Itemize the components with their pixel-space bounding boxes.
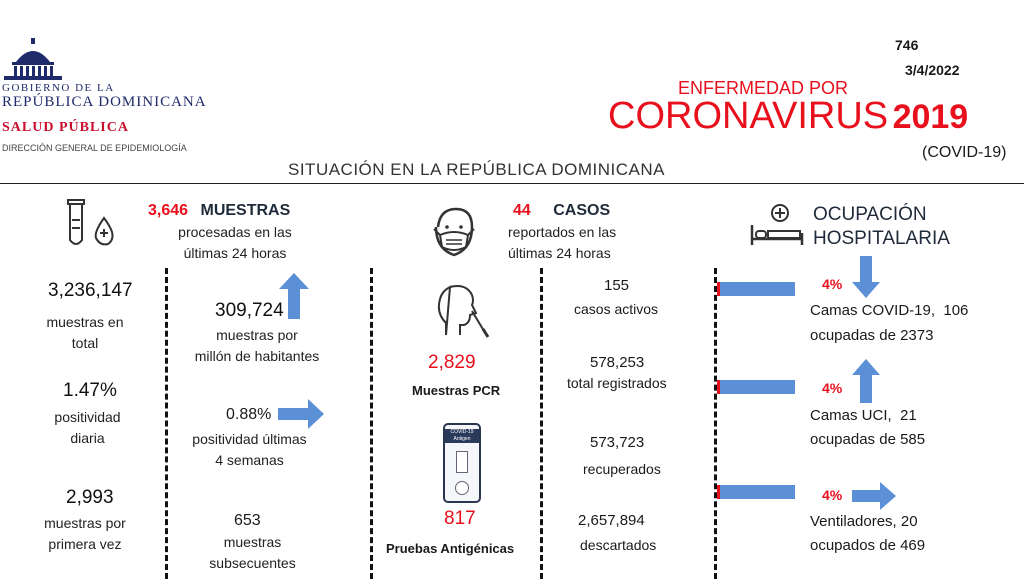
recovered-value: 573,723 — [590, 434, 645, 451]
casos-daily-value: 44 — [513, 202, 531, 219]
pcr-value: 2,829 — [428, 352, 476, 373]
hospital-title-1: OCUPACIÓN — [813, 204, 927, 225]
ventilators-right-arrow-icon — [852, 482, 896, 510]
antigen-kit-text-2: Antigen — [453, 436, 471, 442]
antigen-kit-label — [445, 429, 479, 443]
positivity-4w-label-2: 4 semanas — [215, 452, 284, 468]
gov-line-2: REPÚBLICA DOMINICANA — [2, 94, 207, 110]
covid-beds-percent: 4% — [822, 276, 843, 292]
government-logo — [0, 38, 255, 158]
positivity-daily-label — [30, 407, 145, 449]
antigen-value: 817 — [444, 508, 476, 529]
uci-beds-up-arrow-icon — [852, 359, 880, 403]
muestras-total-label-2: total — [71, 335, 99, 351]
hospital-title-2: HOSPITALARIA — [813, 228, 950, 249]
uci-beds-bar — [717, 380, 795, 394]
antigen-test-kit-icon — [443, 423, 481, 503]
first-time-label-1: muestras por — [44, 515, 126, 531]
discarded-value: 2,657,894 — [578, 512, 645, 529]
total-registered-label: total registrados — [567, 375, 667, 391]
covid-beds-line-2: ocupadas de 2373 — [810, 327, 934, 344]
casos-daily-desc-1: reportados en las — [508, 224, 617, 240]
title-main — [608, 95, 968, 138]
ventilators-bar — [717, 485, 795, 499]
covid-beds-bar — [717, 282, 795, 296]
ministry-name: SALUD PÚBLICA — [2, 120, 129, 135]
covid-beds-line-1: Camas COVID-19, 106 — [810, 302, 969, 319]
muestras-header — [148, 202, 290, 220]
uci-beds-percent: 4% — [822, 380, 843, 396]
casos-daily-title: CASOS — [553, 202, 611, 219]
divider-2 — [370, 268, 373, 579]
per-million-label-2: millón de habitantes — [194, 348, 320, 364]
positivity-4w-label — [177, 429, 322, 471]
title-small: ENFERMEDAD POR — [678, 78, 849, 98]
title-year: 2019 — [892, 98, 969, 136]
ventilators-line-1: Ventiladores, 20 — [810, 513, 918, 530]
hospital-title — [813, 203, 950, 251]
antigen-kit-window — [456, 451, 468, 473]
department-name: DIRECCIÓN GENERAL DE EPIDEMIOLOGÍA — [2, 143, 187, 153]
ventilators-line-2: ocupados de 469 — [810, 537, 926, 554]
subsequent-label — [190, 532, 315, 574]
muestras-daily-desc-2: últimas 24 horas — [183, 245, 287, 261]
divider-1 — [165, 268, 168, 579]
total-registered-value: 578,253 — [590, 354, 645, 371]
header-divider — [0, 183, 1024, 184]
subsequent-label-2: subsecuentes — [209, 555, 296, 571]
first-time-label-2: primera vez — [48, 536, 122, 552]
first-time-value: 2,993 — [66, 487, 114, 508]
report-number: 746 — [895, 37, 919, 53]
title-coronavirus: CORONAVIRUS — [608, 95, 889, 137]
subsequent-label-1: muestras — [223, 534, 282, 550]
muestras-daily-desc-1: procesadas en las — [178, 224, 292, 240]
title-sub: (COVID-19) — [922, 144, 1007, 161]
casos-daily-desc-2: últimas 24 horas — [508, 245, 611, 261]
casos-header — [513, 202, 610, 220]
positivity-daily-label-2: diaria — [70, 430, 105, 446]
muestras-total-label-1: muestras en — [46, 314, 124, 330]
divider-3 — [540, 268, 543, 579]
antigen-kit-well — [455, 481, 469, 495]
masked-face-icon — [426, 205, 482, 261]
per-million-label — [182, 325, 332, 367]
muestras-daily-title: MUESTRAS — [200, 202, 291, 219]
hospital-bed-icon — [750, 203, 806, 247]
subsequent-value: 653 — [234, 512, 261, 529]
pcr-label: Muestras PCR — [412, 383, 501, 398]
muestras-total-value: 3,236,147 — [48, 280, 133, 301]
gov-line-1: GOBIERNO DE LA — [2, 82, 115, 94]
positivity-4w-value: 0.88% — [226, 406, 272, 423]
covid-beds-down-arrow-icon — [852, 256, 880, 298]
casos-daily-desc — [508, 222, 638, 264]
report-date: 3/4/2022 — [905, 62, 960, 78]
nasal-swab-icon — [432, 283, 492, 341]
muestras-total-label — [25, 312, 145, 354]
per-million-value: 309,724 — [215, 300, 284, 321]
muestras-daily-value: 3,646 — [148, 202, 189, 219]
positivity-4w-label-1: positividad últimas — [192, 431, 307, 447]
muestras-daily-desc — [160, 222, 310, 264]
ventilators-percent: 4% — [822, 487, 843, 503]
antigen-label: Pruebas Antigénicas — [386, 541, 515, 556]
positivity-daily-value: 1.47% — [63, 380, 117, 401]
situation-heading: SITUACIÓN EN LA REPÚBLICA DOMINICANA — [288, 160, 665, 179]
positivity-right-arrow-icon — [278, 399, 324, 429]
capitol-dome-icon — [2, 38, 64, 82]
antigen-kit-text-1: COVID-19 — [450, 429, 474, 435]
discarded-label: descartados — [580, 537, 657, 553]
active-value: 155 — [604, 277, 630, 294]
active-label: casos activos — [574, 301, 659, 317]
uci-beds-line-1: Camas UCI, 21 — [810, 407, 917, 424]
divider-4 — [714, 268, 717, 579]
per-million-label-1: muestras por — [216, 327, 298, 343]
uci-beds-line-2: ocupadas de 585 — [810, 431, 926, 448]
first-time-label — [25, 513, 145, 555]
test-tube-drop-icon — [62, 198, 122, 250]
recovered-label: recuperados — [583, 461, 661, 477]
positivity-daily-label-1: positividad — [54, 409, 121, 425]
